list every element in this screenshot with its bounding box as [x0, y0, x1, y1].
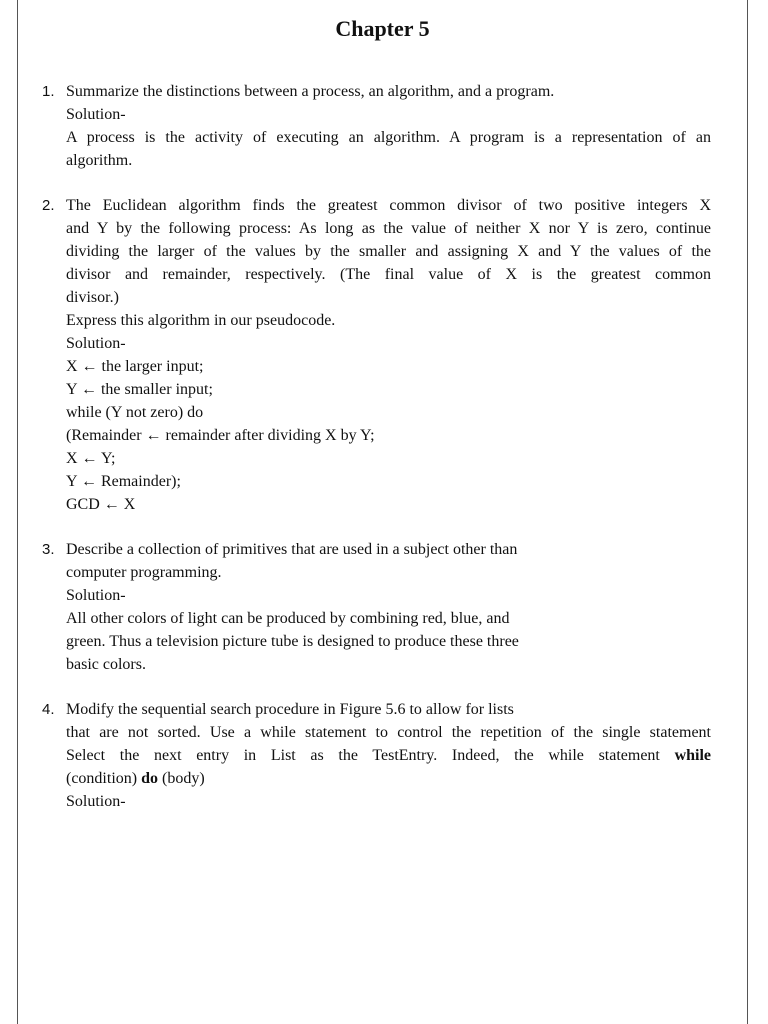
pseudocode-line: X ← the larger input;: [66, 358, 204, 375]
page-title: Chapter 5: [335, 16, 430, 41]
pseudocode-line: GCD ← X: [66, 496, 136, 513]
question-line: [66, 744, 711, 767]
solution-label: Solution-: [66, 106, 126, 123]
question-line: Describe a collection of primitives that are used in a subject other than: [66, 541, 518, 558]
question-number: 4.: [42, 701, 55, 718]
question-2: [42, 194, 711, 516]
question-number: 2.: [42, 197, 55, 214]
task-text: Express this algorithm in our pseudocode.: [66, 312, 336, 329]
question-text-segment: (condition): [66, 770, 138, 787]
answer-line: All other colors of light can be produced by combining red, blue, and: [66, 610, 510, 627]
question-line: that are not sorted. Use a while statement to control the repetition of the single statement: [66, 724, 711, 741]
keyword-do: do: [141, 770, 158, 787]
question-line: dividing the larger of the values by the smaller and assigning X and Y the values of the: [66, 243, 711, 260]
solution-label: Solution-: [66, 587, 126, 604]
question-text: Summarize the distinctions between a process, an algorithm, and a program.: [66, 83, 555, 100]
pseudocode-line: X ← Y;: [66, 450, 116, 467]
question-text-segment: Select the next entry in List as the TestEntry. Indeed, the while statement: [66, 747, 660, 764]
question-number: 3.: [42, 541, 55, 558]
answer-line: A process is the activity of executing an algorithm. A program is a representation of an: [66, 129, 711, 146]
keyword-while: while: [674, 747, 712, 764]
question-line: divisor and remainder, respectively. (The final value of X is the greatest common: [66, 266, 711, 283]
question-line: [66, 767, 711, 790]
question-line: Modify the sequential search procedure in Figure 5.6 to allow for lists: [66, 701, 514, 718]
pseudocode-line: Y ← the smaller input;: [66, 381, 213, 398]
question-3: [42, 538, 711, 676]
answer-line: algorithm.: [66, 152, 133, 169]
question-line: divisor.): [66, 289, 119, 306]
question-line: and Y by the following process: As long as the value of neither X nor Y is zero, continue: [66, 220, 711, 237]
answer-line: green. Thus a television picture tube is designed to produce these three: [66, 633, 519, 650]
answer-line: basic colors.: [66, 656, 146, 673]
question-line: computer programming.: [66, 564, 222, 581]
question-1: [42, 80, 711, 172]
question-line: The Euclidean algorithm finds the greatest common divisor of two positive integers X: [66, 197, 711, 214]
solution-label: Solution-: [66, 793, 126, 810]
pseudocode-line: while (Y not zero) do: [66, 404, 204, 421]
question-text-segment: (body): [162, 770, 205, 787]
pseudocode-line: (Remainder ← remainder after dividing X by Y;: [66, 427, 375, 444]
question-4: [42, 698, 712, 813]
pseudocode-line: Y ← Remainder);: [66, 473, 181, 490]
document-page: [17, 0, 748, 1024]
question-number: 1.: [42, 83, 55, 100]
solution-label: Solution-: [66, 335, 126, 352]
